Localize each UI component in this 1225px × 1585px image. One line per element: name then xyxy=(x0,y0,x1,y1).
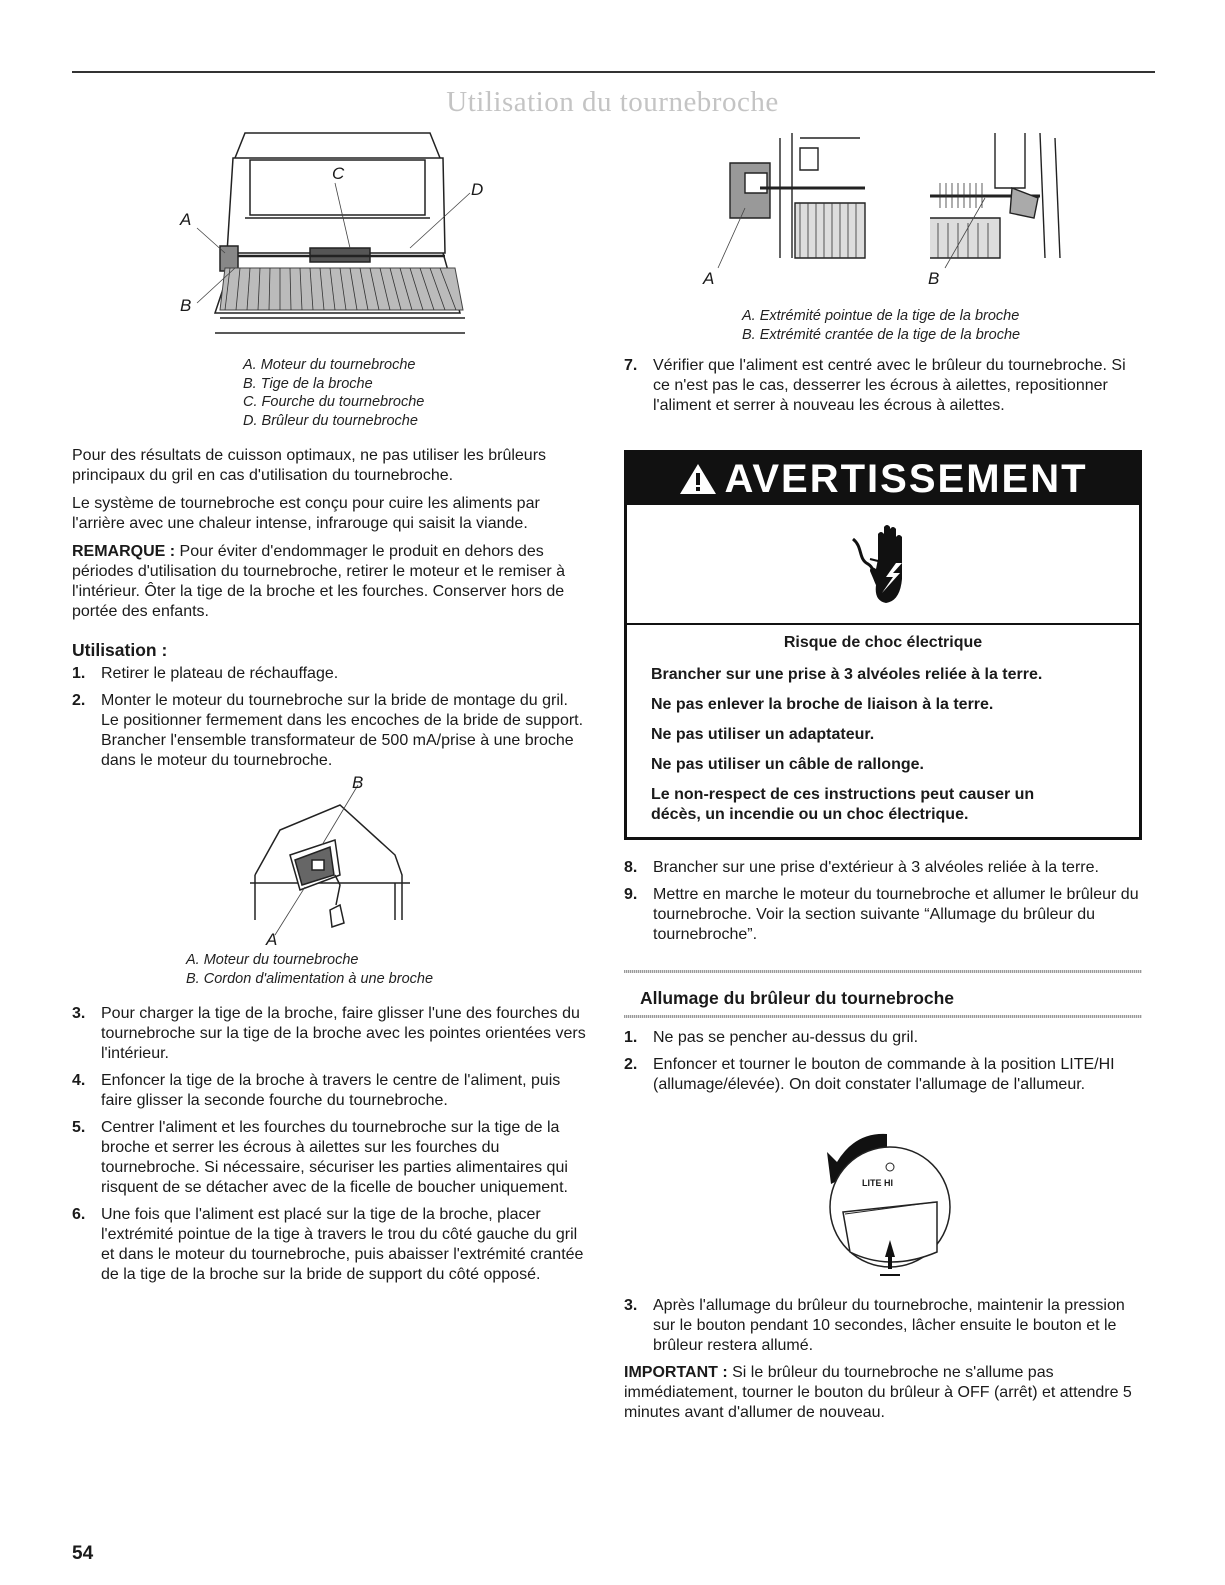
step-number: 3. xyxy=(72,1005,86,1022)
list-item xyxy=(72,1071,587,1111)
warning-line: Brancher sur une prise à 3 alvéoles reliée à la terre. xyxy=(651,666,1043,683)
steps-list xyxy=(624,1296,1142,1356)
section-heading: Utilisation : xyxy=(72,640,168,660)
divider xyxy=(624,1015,1142,1018)
knob-label: LITE HI xyxy=(862,1178,893,1188)
step-number: 4. xyxy=(72,1072,86,1089)
left-column-top xyxy=(72,446,587,778)
remark-label: REMARQUE : xyxy=(72,543,176,560)
caption-line: D. Brûleur du tournebroche xyxy=(243,412,418,429)
hazard-title: Risque de choc électrique xyxy=(783,634,983,651)
steps-list xyxy=(624,1028,1142,1095)
section-heading: Allumage du brûleur du tournebroche xyxy=(640,988,955,1008)
step-number: 9. xyxy=(624,886,638,903)
label-b: B xyxy=(352,773,364,792)
step-number: 1. xyxy=(72,665,86,682)
step-text: Enfoncer et tourner le bouton de commande à la position LITE/HI (allumage/élevée). On doit constater l'allumage de l'allumeur. xyxy=(653,1056,1115,1093)
spit-ends-illustration xyxy=(700,128,1070,288)
steps-list xyxy=(72,664,587,771)
label-d: D xyxy=(471,180,484,199)
step-number: 5. xyxy=(72,1119,86,1136)
section-header xyxy=(624,970,1142,1018)
step-text: Retirer le plateau de réchauffage. xyxy=(101,665,339,682)
warning-line: Ne pas utiliser un câble de rallonge. xyxy=(651,756,924,773)
step-number: 2. xyxy=(72,692,86,709)
warning-line: Ne pas enlever la broche de liaison à la terre. xyxy=(651,696,994,713)
step-text: Vérifier que l'aliment est centré avec le brûleur du tournebroche. Si ce n'est pas le cas, desserrer les écrous à ailettes, repositionner l'aliment et serrer à nouveau les écrous à ailettes. xyxy=(653,357,1126,414)
step-text: Centrer l'aliment et les fourches du tournebroche sur la tige de la broche et serrer les écrous à ailettes sur les fourches du tournebroche. Si nécessaire, sécuriser les parties alimentaires qui risquent de se détacher avec de la ficelle de boucher uniquement. xyxy=(101,1119,568,1196)
list-item xyxy=(72,691,587,771)
grill-figure xyxy=(175,128,495,346)
list-item xyxy=(624,1296,1142,1356)
top-rule xyxy=(72,71,1155,73)
list-item xyxy=(72,1118,587,1198)
label-a: A xyxy=(180,210,192,229)
steps-list xyxy=(72,1004,587,1285)
grill-illustration xyxy=(175,128,495,346)
page-number: 54 xyxy=(72,1543,94,1564)
label-a: A xyxy=(703,269,715,288)
step-text: Monter le moteur du tournebroche sur la bride de montage du gril. Le positionner fermement dans les encoches de la bride de support. Brancher l'ensemble transformateur de 500 mA/prise à une broche dans le moteur du tournebroche. xyxy=(101,692,584,769)
right-step-7 xyxy=(624,356,1144,423)
control-knob-illustration xyxy=(815,1122,965,1287)
page-title: Utilisation du tournebroche xyxy=(446,86,779,118)
list-item xyxy=(72,1205,587,1285)
warning-body xyxy=(627,625,1139,843)
figure1-captions xyxy=(243,356,424,430)
caption-line: C. Fourche du tournebroche xyxy=(243,394,425,410)
important-paragraph xyxy=(624,1363,1142,1423)
label-b: B xyxy=(928,269,940,288)
step-number: 8. xyxy=(624,859,638,876)
figure3-captions xyxy=(742,307,1020,344)
motor-illustration xyxy=(240,775,420,955)
motor-figure xyxy=(240,775,420,955)
warning-header xyxy=(627,453,1139,505)
list-item xyxy=(72,1004,587,1064)
warning-title: AVERTISSEMENT xyxy=(724,456,1088,501)
right-steps-8-9 xyxy=(624,858,1142,952)
knob-figure xyxy=(815,1122,965,1287)
shock-hazard-icon xyxy=(848,519,918,609)
step-text: Mettre en marche le moteur du tournebroche et allumer le brûleur du tournebroche. Voir la section suivante “Allumage du brûleur du tournebroche”. xyxy=(653,886,1139,943)
list-item xyxy=(624,858,1142,878)
list-item xyxy=(624,885,1142,945)
caption-line: B. Extrémité crantée de la tige de la broche xyxy=(742,326,1021,343)
paragraph: Le système de tournebroche est conçu pour cuire les aliments par l'arrière avec une chaleur intense, infrarouge qui saisit la viande. xyxy=(72,495,540,532)
right-bottom xyxy=(624,1296,1142,1431)
warning-triangle-icon xyxy=(678,462,718,496)
important-text: Si le brûleur du tournebroche ne s'allume pas immédiatement, tourner le bouton du brûleur à OFF (arrêt) et attendre 5 minutes avant d'allumer de nouveau. xyxy=(624,1364,1132,1421)
step-number: 1. xyxy=(624,1029,638,1046)
step-text: Ne pas se pencher au-dessus du gril. xyxy=(653,1029,919,1046)
caption-line: A. Moteur du tournebroche xyxy=(243,357,416,373)
list-item xyxy=(624,356,1144,416)
caption-line: B. Tige de la broche xyxy=(243,375,373,392)
label-b: B xyxy=(180,296,192,315)
warning-line: Le non-respect de ces instructions peut causer un décès, un incendie ou un choc électrique. xyxy=(651,786,1035,823)
important-label: IMPORTANT : xyxy=(624,1364,728,1381)
step-number: 3. xyxy=(624,1297,638,1314)
remark-paragraph xyxy=(72,542,587,622)
left-column-bottom xyxy=(72,1004,587,1292)
caption-line: A. Moteur du tournebroche xyxy=(186,952,359,968)
label-c: C xyxy=(332,164,345,183)
list-item xyxy=(72,664,587,684)
right-lighting-steps xyxy=(624,1028,1142,1102)
caption-line: A. Extrémité pointue de la tige de la broche xyxy=(742,308,1020,324)
step-text: Après l'allumage du brûleur du tournebroche, maintenir la pression sur le bouton pendant 10 secondes, lâcher ensuite le bouton et le brûleur restera allumé. xyxy=(653,1297,1125,1354)
step-text: Enfoncer la tige de la broche à travers le centre de l'aliment, puis faire glisser la seconde fourche du tournebroche. xyxy=(101,1072,561,1109)
warning-box xyxy=(624,450,1142,840)
step-number: 6. xyxy=(72,1206,86,1223)
step-text: Pour charger la tige de la broche, faire glisser l'une des fourches du tournebroche sur la tige de la broche avec les pointes orientées vers l'intérieur. xyxy=(101,1005,586,1062)
remark-text: Pour éviter d'endommager le produit en dehors des périodes d'utilisation du tournebroche, retirer le moteur et le remiser à l'intérieur. Ôter la tige de la broche et les fourches. Conserver hors de portée des enfants. xyxy=(72,543,566,620)
list-item xyxy=(624,1028,1142,1048)
figure2-captions xyxy=(186,951,433,988)
list-item xyxy=(624,1055,1142,1095)
step-text: Brancher sur une prise d'extérieur à 3 alvéoles reliée à la terre. xyxy=(653,859,1099,876)
step-text: Une fois que l'aliment est placé sur la tige de la broche, placer l'extrémité pointue de la tige à travers le trou du côté gauche du gril et dans le moteur du tournebroche, puis abaisser l'extrémité crantée de la tige de la broche sur la bride de support du côté opposé. xyxy=(101,1206,584,1283)
step-number: 7. xyxy=(624,357,638,374)
label-a: A xyxy=(266,930,278,949)
steps-list xyxy=(624,858,1142,945)
warning-icon-area xyxy=(627,505,1139,625)
paragraph: Pour des résultats de cuisson optimaux, ne pas utiliser les brûleurs principaux du gril en cas d'utilisation du tournebroche. xyxy=(72,447,547,484)
caption-line: B. Cordon d'alimentation à une broche xyxy=(186,970,434,987)
step-number: 2. xyxy=(624,1056,638,1073)
spit-ends-figure xyxy=(700,128,1070,288)
warning-line: Ne pas utiliser un adaptateur. xyxy=(651,726,875,743)
steps-list xyxy=(624,356,1144,416)
